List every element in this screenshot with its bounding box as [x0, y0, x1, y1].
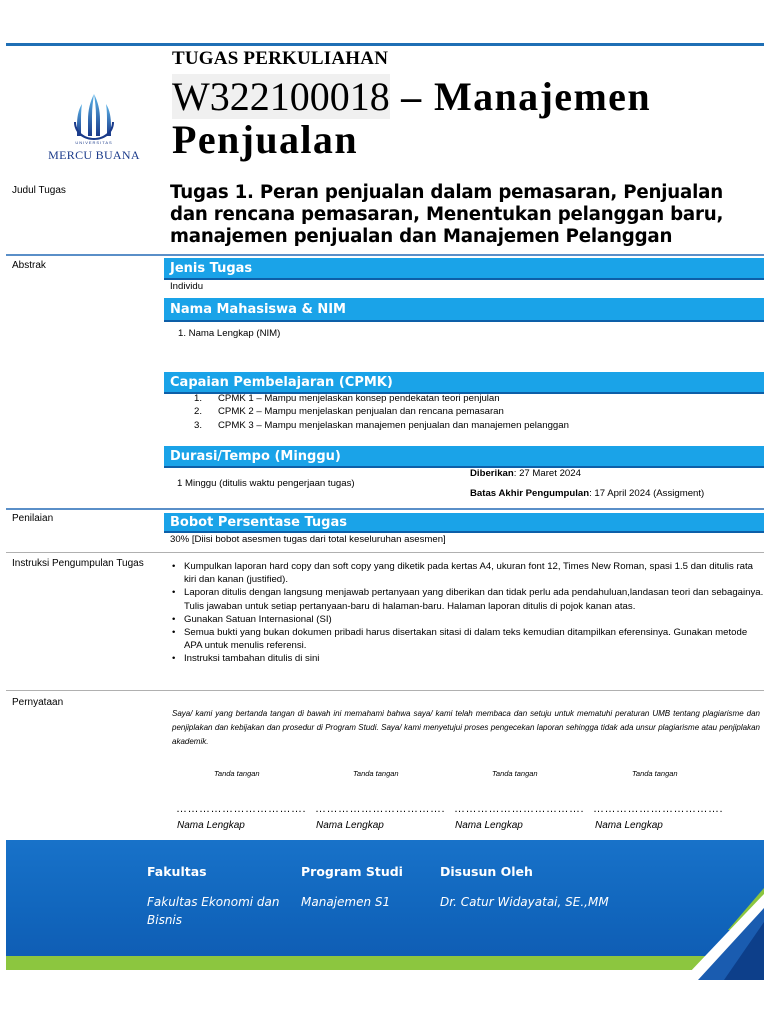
signature-name: Nama Lengkap — [177, 820, 245, 831]
label-penilaian: Penilaian — [12, 513, 54, 524]
course-code: W322100018 — [172, 74, 390, 119]
section-mahasiswa: Nama Mahasiswa & NIM — [164, 298, 764, 320]
signature-label: Tanda tangan — [353, 769, 399, 778]
footer-prodi-label: Program Studi — [301, 864, 403, 879]
signature-name: Nama Lengkap — [455, 820, 523, 831]
assignment-title: Tugas 1. Peran penjualan dalam pemasaran, Penjualan dan rencana pemasaran, Menentukan pelanggan baru, manajemen penjualan dan Manajemen Pelanggan — [170, 182, 724, 247]
divider — [6, 690, 764, 691]
signature-name: Nama Lengkap — [316, 820, 384, 831]
list-item: • Kumpulkan laporan hard copy dan soft copy yang diketik pada kertas A4, ukuran font 12, Times New Roman, spasi 1.5 dan ditulis rata kiri dan kanan (justified). — [172, 561, 754, 586]
footer-disusun-value: Dr. Catur Widayatai, SE.,MM — [440, 895, 609, 909]
signature-label: Tanda tangan — [632, 769, 678, 778]
footer-fakultas-value: Fakultas Ekonomi dan Bisnis — [147, 895, 280, 927]
list-item: 1. CPMK 1 – Mampu menjelaskan konsep pendekatan teori penjulan — [194, 393, 500, 404]
signature-line: ……………………………. — [315, 803, 446, 815]
diberikan-row: Diberikan: 27 Maret 2024 — [470, 468, 581, 479]
bullet-icon: • — [172, 587, 176, 599]
divider — [6, 552, 764, 553]
instruction-list — [172, 560, 764, 666]
list-item: • Laporan ditulis dengan langsung menjawab pertanyaan yang diberikan dan tidak perlu ada pendahuluan,landasan teori dan sebagainya. Tulis jawaban untuk setiap pertanyaan-baru di halaman-baru. Halaman laporan ditulis di pojok kanan atas. — [172, 587, 764, 612]
footer-prodi-value: Manajemen S1 — [301, 895, 391, 909]
label-instruksi: Instruksi Pengumpulan Tugas — [12, 558, 144, 569]
list-item: • Instruksi tambahan ditulis di sini — [172, 653, 320, 665]
section-bobot: Bobot Persentase Tugas — [164, 513, 764, 531]
label-judul: Judul Tugas — [12, 185, 66, 196]
course-name: – Manajemen Penjualan — [172, 74, 651, 162]
bullet-icon: • — [172, 613, 176, 625]
section-durasi: Durasi/Tempo (Minggu) — [164, 446, 764, 466]
list-item: 3. CPMK 3 – Mampu menjelaskan manajemen penjualan dan manajemen pelanggan — [194, 419, 569, 431]
footer-accent — [6, 956, 764, 970]
cpmk-list — [194, 392, 569, 432]
bullet-icon: • — [172, 627, 176, 639]
signature-line: ……………………………. — [176, 803, 307, 815]
section-underline — [164, 466, 764, 468]
top-rule — [6, 43, 764, 46]
corner-decoration-icon — [688, 888, 764, 980]
durasi-value: 1 Minggu (ditulis waktu pengerjaan tugas) — [177, 478, 355, 489]
batas-row: Batas Akhir Pengumpulan: 17 April 2024 (Assigment) — [470, 488, 705, 499]
list-item: • Semua bukti yang bukan dokumen pribadi harus disertakan sitasi di dalam teks kemudian ditampilkan eferensinya. Gunakan metode APA untuk menulis referensi. — [172, 627, 748, 652]
label-pernyataan: Pernyataan — [12, 697, 64, 708]
footer-fakultas-label: Fakultas — [147, 864, 207, 879]
logo-emblem-icon — [48, 92, 140, 142]
logo-caption: MERCU BUANA — [48, 148, 140, 162]
bullet-icon: • — [172, 653, 176, 665]
signature-label: Tanda tangan — [492, 769, 538, 778]
bobot-value: 30% [Diisi bobot asesmen tugas dari total keseluruhan asesmen] — [170, 534, 446, 545]
divider — [6, 508, 764, 510]
university-logo — [48, 92, 140, 166]
divider — [6, 254, 764, 256]
statement-text: Saya/ kami yang bertanda tangan di bawah ini memahami bahwa saya/ kami telah membaca dan setuju untuk mematuhi peraturan UMB tentang plagiarisme dan penjiplakan dan kebijakan dan prosedur di Program Studi. Saya/ kami menyetujui proses pengecekan laporan sehingga tidak ada unsur plagiarisme atau penjiplakan akademik. — [172, 709, 760, 746]
section-cpmk: Capaian Pembelajaran (CPMK) — [164, 372, 764, 392]
jenis-tugas-value: Individu — [170, 281, 204, 292]
section-underline — [164, 320, 764, 322]
signature-label: Tanda tangan — [214, 769, 260, 778]
document-label: TUGAS PERKULIAHAN — [172, 48, 389, 69]
signature-line: ……………………………. — [593, 803, 724, 815]
signature-name: Nama Lengkap — [595, 820, 663, 831]
list-item: 2. CPMK 2 – Mampu menjelaskan penjualan dan rencana pemasaran — [194, 406, 504, 418]
course-title — [172, 75, 762, 161]
footer-disusun-label: Disusun Oleh — [440, 864, 533, 879]
list-item: • Gunakan Satuan Internasional (SI) — [172, 613, 332, 625]
label-abstrak: Abstrak — [12, 260, 46, 271]
bullet-icon: • — [172, 561, 176, 572]
section-underline — [164, 278, 764, 280]
student-item: 1. Nama Lengkap (NIM) — [178, 328, 281, 339]
logo-caption-small: UNIVERSITAS — [75, 140, 113, 145]
signature-line: ……………………………. — [454, 803, 585, 815]
section-jenis-tugas: Jenis Tugas — [164, 258, 764, 278]
